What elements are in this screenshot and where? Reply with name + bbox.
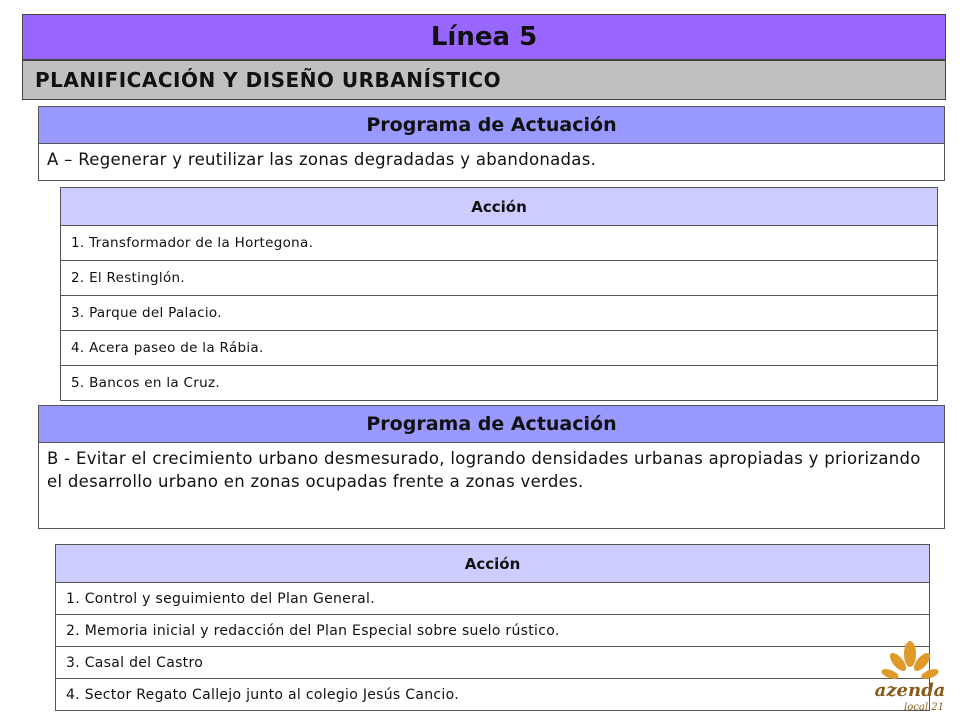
table-row bbox=[61, 261, 938, 296]
table-row bbox=[56, 583, 930, 615]
table-row bbox=[56, 615, 930, 647]
action-item: 4. Acera paseo de la Rábia. bbox=[61, 331, 938, 366]
azenda-logo bbox=[860, 640, 960, 720]
action-item: 1. Transformador de la Hortegona. bbox=[61, 226, 938, 261]
program-a-actions-table bbox=[60, 187, 938, 401]
line-title: Línea 5 bbox=[22, 14, 946, 60]
action-item: 1. Control y seguimiento del Plan General. bbox=[56, 583, 930, 615]
action-item: 3. Parque del Palacio. bbox=[61, 296, 938, 331]
program-a-description: A – Regenerar y reutilizar las zonas degradadas y abandonadas. bbox=[38, 144, 945, 181]
program-b-heading: Programa de Actuación bbox=[38, 405, 945, 443]
program-b-description: B - Evitar el crecimiento urbano desmesurado, logrando densidades urbanas apropiadas y priorizando el desarrollo urbano en zonas ocupadas frente a zonas verdes. bbox=[38, 443, 945, 529]
leaf-flower-icon bbox=[880, 641, 940, 681]
action-item: 5. Bancos en la Cruz. bbox=[61, 366, 938, 401]
logo-wordmark: azenda bbox=[874, 680, 946, 701]
program-b-actions-table bbox=[55, 544, 930, 711]
program-a-actions-header: Acción bbox=[61, 188, 938, 226]
table-row bbox=[61, 366, 938, 401]
table-row bbox=[56, 679, 930, 711]
table-row bbox=[61, 331, 938, 366]
table-row bbox=[61, 226, 938, 261]
action-item: 4. Sector Regato Callejo junto al colegio Jesús Cancio. bbox=[56, 679, 930, 711]
action-item: 3. Casal del Castro bbox=[56, 647, 930, 679]
table-row bbox=[61, 296, 938, 331]
table-row bbox=[56, 647, 930, 679]
program-a-heading: Programa de Actuación bbox=[38, 106, 945, 144]
line-subtitle: PLANIFICACIÓN Y DISEÑO URBANÍSTICO bbox=[22, 60, 946, 100]
program-b-actions-header: Acción bbox=[56, 545, 930, 583]
logo-suffix: local 21 bbox=[904, 702, 944, 713]
action-item: 2. El Restinglón. bbox=[61, 261, 938, 296]
action-item: 2. Memoria inicial y redacción del Plan Especial sobre suelo rústico. bbox=[56, 615, 930, 647]
